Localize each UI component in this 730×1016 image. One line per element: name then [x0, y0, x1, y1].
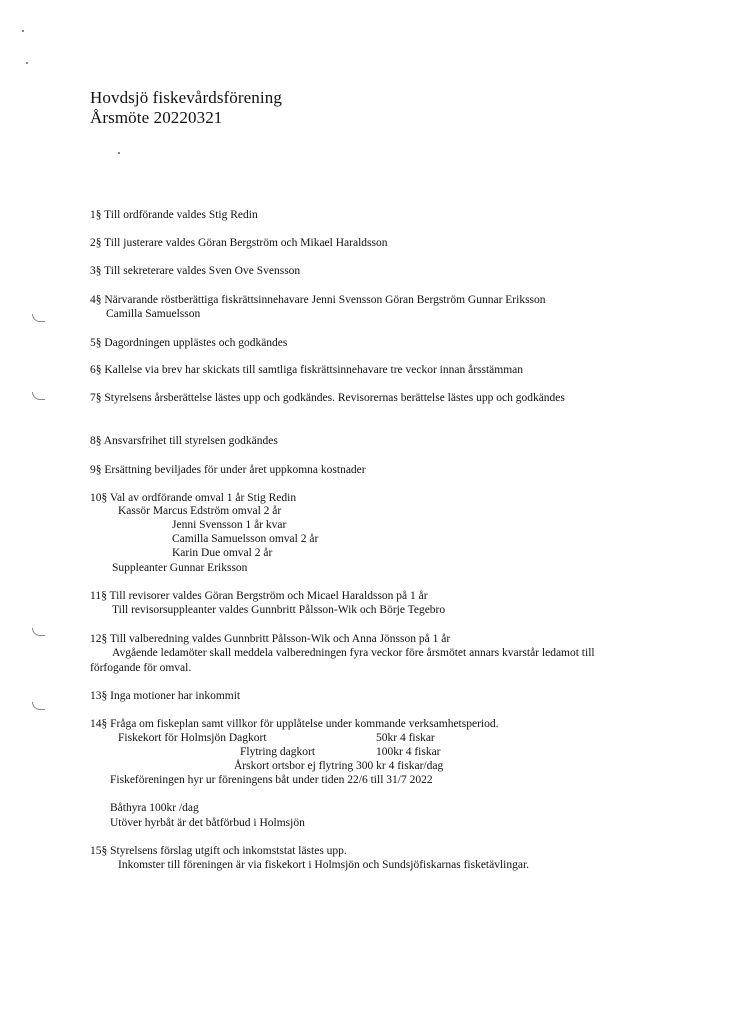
item-11-line-1: 11§ Till revisorer valdes Göran Bergström och Micael Haraldsson på 1 år — [90, 590, 428, 602]
scan-speck — [26, 62, 28, 64]
item-13: 13§ Inga motioner har inkommit — [90, 690, 241, 702]
item-11-line-2: Till revisorsuppleanter valdes Gunnbritt Pålsson-Wik och Börje Tegebro — [112, 604, 446, 616]
organization-title: Hovdsjö fiskevårdsförening — [90, 88, 282, 107]
item-12-line-1: 12§ Till valberedning valdes Gunnbritt Pålsson-Wik och Anna Jönsson på 1 år — [90, 633, 451, 645]
punch-hole-mark — [32, 702, 45, 710]
item-14-boat-price: Båthyra 100kr /dag — [110, 802, 199, 814]
item-1: 1§ Till ordförande valdes Stig Redin — [90, 209, 258, 221]
item-8: 8§ Ansvarsfrihet till styrelsen godkändes — [90, 435, 278, 447]
item-4-line-2: Camilla Samuelsson — [106, 308, 201, 320]
item-10-line-4: Camilla Samuelsson omval 2 år — [172, 533, 319, 545]
float-ring-value: 100kr 4 fiskar — [376, 746, 441, 758]
fishing-card-label: Fiskekort för Holmsjön Dagkort — [118, 732, 267, 744]
fishing-card-value: 50kr 4 fiskar — [376, 732, 435, 744]
scan-speck — [22, 30, 24, 32]
item-12-line-3: förfogande för omval. — [90, 662, 192, 674]
item-10-line-2: Kassör Marcus Edström omval 2 år — [118, 505, 282, 517]
item-10-line-5: Karin Due omval 2 år — [172, 547, 273, 559]
item-10-line-3: Jenni Svensson 1 år kvar — [172, 519, 287, 531]
float-ring-label: Flytring dagkort — [240, 746, 316, 758]
item-14-boat-ban: Utöver hyrbåt är det båtförbud i Holmsjön — [110, 817, 305, 829]
item-12-line-2: Avgående ledamöter skall meddela valberedningen fyra veckor före årsmötet annars kvarstår ledamot till — [112, 647, 595, 659]
item-2: 2§ Till justerare valdes Göran Bergström och Mikael Haraldsson — [90, 237, 388, 249]
item-9: 9§ Ersättning beviljades för under året uppkomna kostnader — [90, 464, 366, 476]
punch-hole-mark — [32, 628, 45, 636]
scan-speck — [118, 152, 120, 154]
punch-hole-mark — [32, 392, 45, 400]
item-5: 5§ Dagordningen upplästes och godkändes — [90, 337, 288, 349]
item-10-line-6: Suppleanter Gunnar Eriksson — [112, 562, 248, 574]
item-14-boat-rental: Fiskeföreningen hyr ur föreningens båt under tiden 22/6 till 31/7 2022 — [110, 774, 433, 786]
meeting-title: Årsmöte 20220321 — [90, 108, 223, 127]
item-3: 3§ Till sekreterare valdes Sven Ove Svensson — [90, 265, 301, 277]
item-15-line-1: 15§ Styrelsens förslag utgift och inkomststat lästes upp. — [90, 845, 347, 857]
item-6: 6§ Kallelse via brev har skickats till samtliga fiskrättsinnehavare tre veckor innan årsstämman — [90, 364, 524, 376]
item-7: 7§ Styrelsens årsberättelse lästes upp och godkändes. Revisorernas berättelse lästes upp och godkändes — [90, 392, 565, 404]
item-10-line-1: 10§ Val av ordförande omval 1 år Stig Redin — [90, 492, 297, 504]
item-14-line-1: 14§ Fråga om fiskeplan samt villkor för upplåtelse under kommande verksamhetsperiod. — [90, 718, 499, 730]
item-4-line-1: 4§ Närvarande röstberättiga fiskrättsinnehavare Jenni Svensson Göran Bergström Gunnar Eriksson — [90, 294, 546, 306]
punch-hole-mark — [32, 314, 45, 322]
item-15-line-2: Inkomster till föreningen är via fiskekort i Holmsjön och Sundsjöfiskarnas fisketävlingar. — [118, 859, 530, 871]
annual-card-line: Årskort ortsbor ej flytring 300 kr 4 fiskar/dag — [234, 760, 444, 772]
